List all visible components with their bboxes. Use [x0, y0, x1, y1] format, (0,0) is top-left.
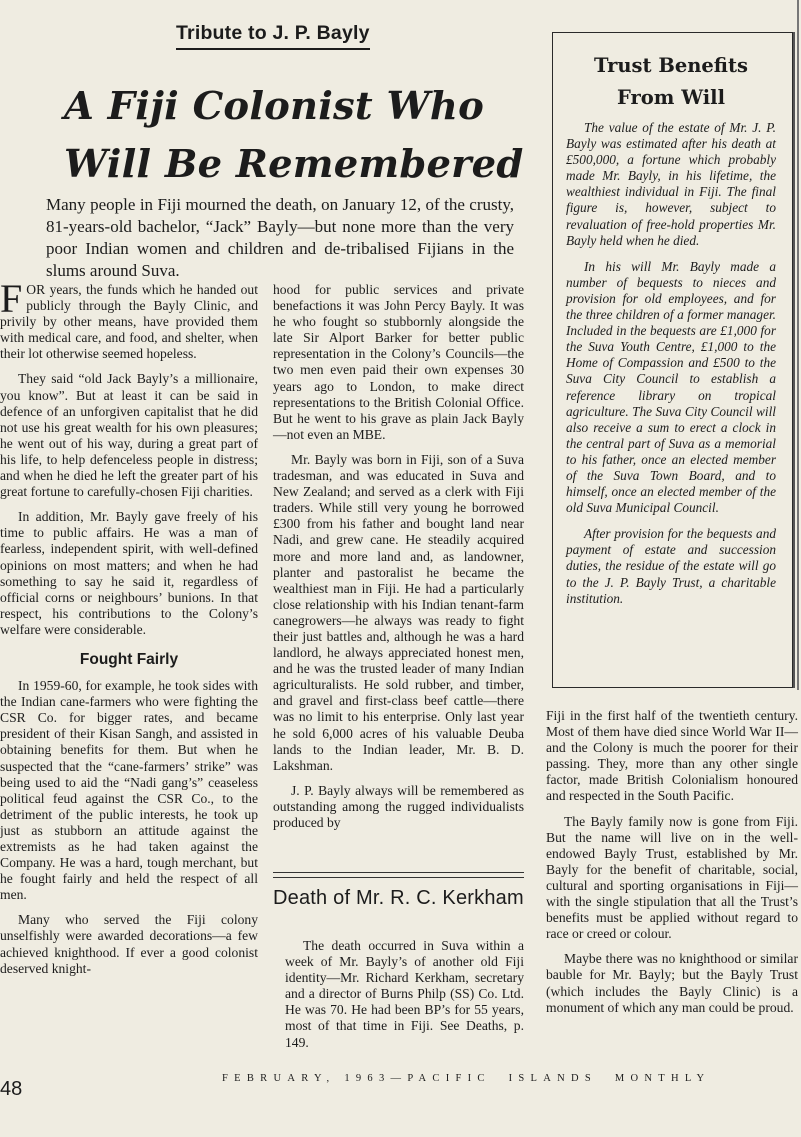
article-paragraph	[0, 276, 258, 362]
sidebar-title	[556, 50, 786, 114]
paragraph-text: OR years, the funds which he handed out publicly through the Bayly Clinic, and privily by other means, have provided them with medical care, and food, and shelter, when their lot otherwise seemed hopeless.	[0, 282, 258, 362]
headline	[64, 78, 544, 194]
sidebar-paragraph: In his will Mr. Bayly made a number of bequests to nieces and provision for old employees, and for the three children of a former manager. Included in the bequests are £1,000 for the Suva Youth Centre, £1,000 to the Home of Compassion and £500 to the Suva City Council to establish a reference library on tropical agriculture. The Suva City Council will also receive a sum to erect a clock in the central part of Suva as a memorial to his father, once an elected member of the Suva Town Board, and to himself, once an elected member of the old Suva Municipal Council.	[566, 258, 776, 516]
article-paragraph: In 1959-60, for example, he took sides with the Indian cane-farmers who were fighting the CSR Co. for bigger rates, and became president of their Kisan Sangh, and assisted in obtaining benefits for them. But when he suspected that the “cane-farmers’ strike” was being used to aid the “Nadi gang’s” ceaseless political feud against the CSR Co., to the detriment of the public interests, he took up just as stubborn an attitude against the extremists as he had taken against the Company. He was a hard, tough merchant, but he fought fairly and held the respect of all men.	[0, 678, 258, 903]
article-paragraph: hood for public services and private benefactions it was John Percy Bayly. It was he who fought so stubbornly alongside the late Sir Alport Barker for better public representation in the Colony’s Councils—the two men even paid their own expenses 30 years ago to London, to make direct representations to the British Colonial Office. But he went to his grave as plain Jack Bayly—not even an MBE.	[273, 282, 524, 442]
kerkham-column	[285, 938, 524, 1060]
article-paragraph: In addition, Mr. Bayly gave freely of his time to public affairs. He was a man of fearless, independent spirit, with well-defined opinions on most matters; and when he had something to say he said it, regardless of official corns or neighbours’ bunions. In that respect, his contributions to the Colony’s welfare were considerable.	[0, 509, 258, 637]
article-paragraph: The Bayly family now is gone from Fiji. But the name will live on in the well-endowed Bayly Trust, established by Mr. Bayly for the benefit of charitable, social, cultural and sporting organisations in Fiji—with the single stipulation that all the Trust’s benefits must be applied without regard to race or creed or colour.	[546, 813, 798, 942]
sidebar-shadow-line	[793, 32, 795, 688]
article-paragraph: Maybe there was no knighthood or similar bauble for Mr. Bayly; but the Bayly Trust (which includes the Bayly Clinic) is a monument of which any man could be proud.	[546, 951, 798, 1015]
kerkham-paragraph: The death occurred in Suva within a week of Mr. Bayly’s of another old Fiji identity—Mr. Richard Kerkham, secretary and a director of Burns Philp (SS) Co. Ltd. He was 70. He had been BP’s for 55 years, most of that time in Fiji. See Deaths, p. 149.	[285, 938, 524, 1050]
article-column-3	[546, 708, 798, 1025]
sidebar-paragraph: After provision for the bequests and payment of estate and succession duties, the residue of the estate will go to the J. P. Bayly Trust, a charitable institution.	[566, 526, 776, 606]
page-edge-line	[797, 0, 799, 690]
headline-line-1: A Fiji Colonist Who	[64, 84, 485, 129]
article-paragraph: They said “old Jack Bayly’s a millionaire, you know”. But at least it can be said in defence of an unforgiven capitalist that he did not use his great wealth for his own pleasures; he went out of his way, during a great part of his life, to help defenceless people in distress; and when he died he left the greater part of his great fortune to carefully-chosen Fiji charities.	[0, 371, 258, 500]
article-paragraph: J. P. Bayly always will be remembered as outstanding among the rugged individualists produced by	[273, 782, 524, 830]
article-column-1	[0, 276, 258, 986]
sidebar-title-line-1: Trust Benefits	[594, 54, 748, 77]
subheading: Fought Fairly	[79, 650, 179, 668]
running-footer: FEBRUARY, 1963—PACIFIC ISLANDS MONTHLY	[222, 1073, 711, 1084]
sidebar-paragraph: The value of the estate of Mr. J. P. Bayly was estimated after his death at £500,000, a fortune which probably made Mr. Bayly, in his lifetime, the wealthiest individual in Fiji. The final figure is, however, subject to revaluation of free-hold properties Mr. Bayly held when he died.	[566, 120, 776, 248]
article-paragraph: Many who served the Fiji colony unselfishly were awarded decorations—a few achieved knighthood. If ever a good colonist deserved knight-	[0, 912, 258, 976]
article-paragraph: Mr. Bayly was born in Fiji, son of a Suva tradesman, and was educated in Suva and New Zealand; and served as a clerk with Fiji traders. While still very young he borrowed £300 from his father and bought land near Nadi, and grew cane. He steadily acquired more and more land and, as landowner, planter and pastoralist he became the wealthiest man in Fiji. He had a particularly close relationship with his Indian tenant-farm canegrowers—he always was ready to fight their just battles and, although he was a hard landlord, he always appreciated honest men, and he was the trusted leader of many Indian agriculturalists. He sold rubber, and timber, and gravel and first-class beef cattle—there was no limit to his enterprise. Only last year he sold 6,000 acres of his valuable Deuba lands to the Indian leader, Mr. B. D. Lakshman.	[273, 451, 524, 773]
page-number: 48	[0, 1078, 23, 1100]
headline-line-2: Will Be Remembered	[64, 142, 524, 187]
article-column-2	[273, 282, 524, 840]
article-paragraph: Fiji in the first half of the twentieth century. Most of them have died since World War II—and the Colony is much the poorer for their passing. They, more than any other single factor, made British Colonialism honoured and respected in the South Pacific.	[546, 708, 798, 804]
kicker-title: Tribute to J. P. Bayly	[176, 22, 370, 50]
sidebar-body	[566, 120, 776, 617]
kerkham-heading: Death of Mr. R. C. Kerkham	[273, 887, 524, 909]
sidebar-title-line-2: From Will	[617, 86, 725, 109]
drop-cap: F	[0, 276, 23, 321]
standfirst: Many people in Fiji mourned the death, on January 12, of the crusty, 81-years-old bachelor, “Jack” Bayly—but none more than the very poor Indian women and children and de-tribalised Fijians in the slums around Suva.	[46, 195, 514, 280]
